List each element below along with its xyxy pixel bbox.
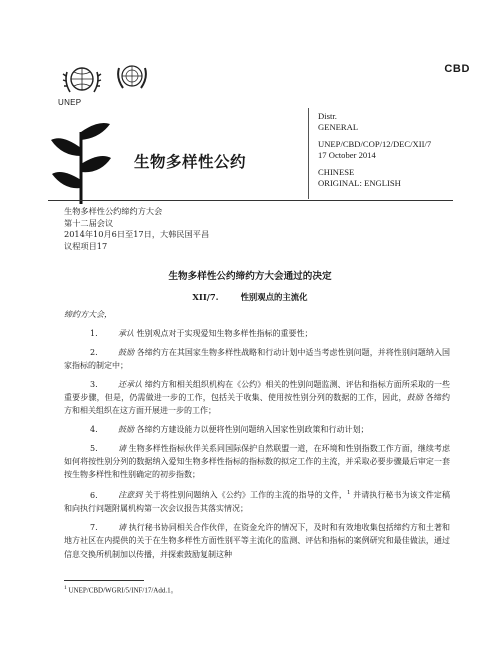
- meeting-dates-place: 2014年10月6日至17日，大韩民国平昌: [64, 229, 210, 240]
- body-intro: 缔约方大会，: [64, 310, 112, 319]
- decision-number: XII/7.: [192, 292, 219, 302]
- paragraph-1: 1. 承认 性别观点对于实现爱知生物多样性指标的重要性；: [90, 328, 313, 338]
- document-symbol: UNEP/CBD/COP/12/DEC/XII/7: [318, 138, 432, 149]
- un-emblem-icon: [115, 60, 149, 94]
- cbd-code: CBD: [444, 63, 470, 75]
- footnote-rule: [64, 580, 144, 581]
- paragraph-5: 5. 请 生物多样性指标伙伴关系同国际保护自然联盟一道，在环境和性别指数工作方面，继续考虑如何将按性别分列的数据纳入爱知生物多样性指标的指标数的拟定工作的主流，并采取必要步骤最后审定一套按生物多样性和性别确定的初步指数；: [64, 443, 451, 480]
- footnote-ref[interactable]: 1: [346, 490, 351, 497]
- paragraph-6: 6. 注意到 关于将性别问题纳入《公约》工作的主流的指导的文件，$^1$ 并请执行秘书为该文件定稿和向执行问题附属机构第一次会议报告其落实情况；: [64, 490, 451, 514]
- meeting-conference: 生物多样性公约缔约方大会: [64, 206, 163, 216]
- meeting-info: [64, 206, 209, 252]
- cbd-name: 生物多样性公约: [134, 153, 247, 171]
- header-divider: [308, 108, 309, 199]
- paragraph-7: 7. 请 执行秘书协同相关合作伙伴，在资金允许的情况下，及时和有效地收集包括缔约方和土著和地方社区在内提供的关于在生物多样性方面性别平等主流化的监测、评估和指标的案例研究和最佳做法，通过信息交换所机制加以传播，并探索鼓励复制这种: [64, 523, 451, 559]
- decision-subject: 性别观点的主流化: [240, 292, 308, 302]
- paragraph-4: 4. 鼓励 各缔约方建设能力以便将性别问题纳入国家性别政策和行动计划；: [90, 425, 369, 435]
- decision-heading: [0, 291, 500, 303]
- footnote: [64, 585, 178, 595]
- unep-label: UNEP: [58, 98, 82, 107]
- meeting-session: 第十二届会议: [64, 217, 114, 228]
- decision-body: [64, 308, 450, 566]
- document-original: ORIGINAL: ENGLISH: [318, 178, 401, 189]
- meeting-agenda: 议程项目17: [64, 240, 108, 251]
- distr-general: GENERAL: [318, 122, 359, 133]
- footnote-text: UNEP/CBD/WGRI/5/INF/17/Add.1。: [68, 586, 178, 595]
- footnote-mark: 1: [64, 585, 67, 591]
- paragraph-3: 3. 还承认 缔约方和相关组织机构在《公约》相关的性别问题监测、评估和指标方面所采取的一些重要步骤，但是，仍需做进一步的工作，包括关于收集、使用按性别分列的数据的工作，因此，鼓励 各缔约方和相关组织在这方面开展进一步的工作；: [64, 379, 451, 416]
- document-language: CHINESE: [318, 166, 355, 177]
- header-rule: [48, 200, 453, 201]
- distr-label: Distr.: [318, 111, 337, 121]
- decision-title: 生物多样性公约缔约方大会通过的决定: [168, 271, 332, 282]
- document-date: 17 October 2014: [318, 150, 376, 161]
- paragraph-2: 2. 鼓励 各缔约方在其国家生物多样性战略和行动计划中适当考虑性别问题，并将性别问题纳入国家指标的制定中；: [64, 347, 450, 370]
- distribution-block: [318, 111, 431, 189]
- unep-logo-icon: [62, 62, 102, 102]
- cbd-leaf-logo-icon: [48, 118, 114, 204]
